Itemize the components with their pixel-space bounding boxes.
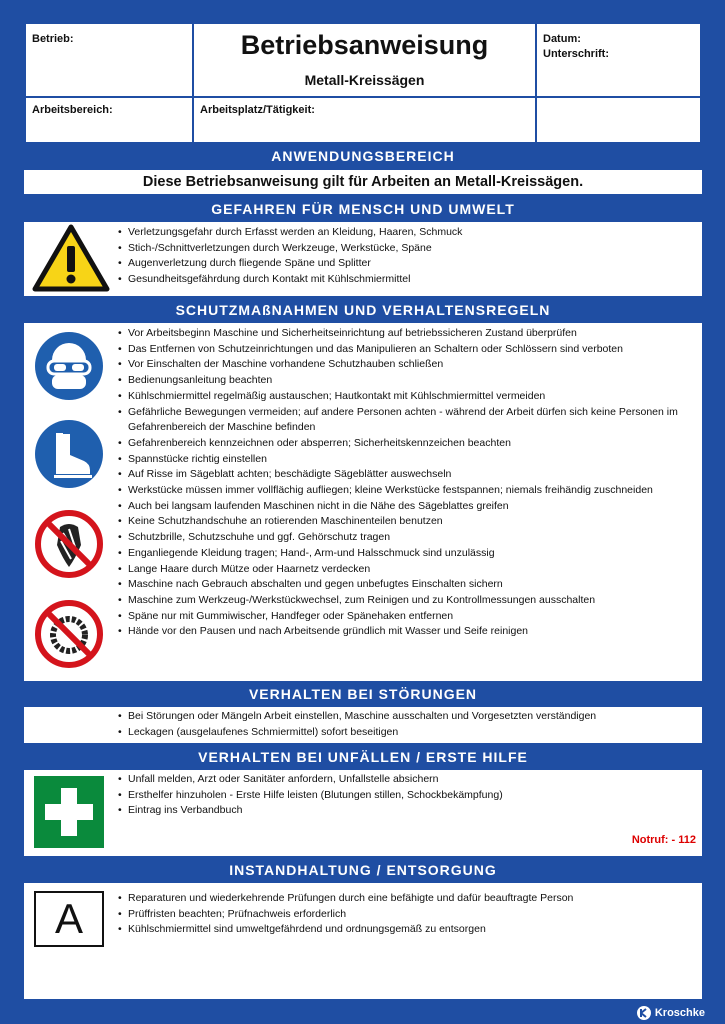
- section-title-anwendung: ANWENDUNGSBEREICH: [271, 148, 455, 164]
- brand-logo: [637, 1006, 705, 1020]
- list-item: • Kühlschmiermittel sind umweltgefährdend und ordnungsgemäß zu entsorgen: [118, 922, 573, 938]
- list-item: • Leckagen (ausgelaufenes Schmiermittel) sofort beseitigen: [118, 725, 596, 741]
- emergency-number: Notruf: - 112: [631, 834, 696, 846]
- list-item: • Lange Haare durch Mütze oder Haarnetz verdecken: [118, 562, 696, 578]
- schutz-list: [118, 326, 696, 640]
- unfaelle-box: [24, 770, 702, 856]
- stoerungen-list: [118, 709, 596, 740]
- no-jewelry-icon: [34, 599, 104, 669]
- arbeitsbereich-cell: [24, 96, 194, 144]
- section-title-unfaelle: VERHALTEN BEI UNFÄLLEN / ERSTE HILFE: [198, 749, 528, 765]
- list-item: • Auch bei langsam laufenden Maschinen nicht in die Nähe des Sägeblattes greifen: [118, 499, 696, 515]
- list-item: • Enganliegende Kleidung tragen; Hand-, Arm-und Halsschmuck sind unzulässig: [118, 546, 696, 562]
- list-item: • Auf Risse im Sägeblatt achten; beschädigte Sägeblätter auswechseln: [118, 467, 696, 483]
- list-item: • Eintrag ins Verbandbuch: [118, 803, 503, 819]
- list-item: • Hände vor den Pausen und nach Arbeitsende gründlich mit Wasser und Seife reinigen: [118, 624, 696, 640]
- list-item: • Keine Schutzhandschuhe an rotierenden Maschinenteilen benutzen: [118, 514, 696, 530]
- document-title: Betriebsanweisung: [240, 30, 489, 60]
- section-title-gefahren: GEFAHREN FÜR MENSCH UND UMWELT: [211, 201, 515, 217]
- list-item: • Reparaturen und wiederkehrende Prüfungen durch eine befähigte und dafür beauftragte Person: [118, 891, 573, 907]
- list-item: • Spannstücke richtig einstellen: [118, 452, 696, 468]
- empty-cell: [535, 96, 702, 144]
- list-item: • Gesundheitsgefährdung durch Kontakt mit Kühlschmiermittel: [118, 272, 462, 288]
- section-title-schutz: SCHUTZMAßNAHMEN UND VERHALTENSREGELN: [175, 302, 551, 318]
- section-title-instand: INSTANDHALTUNG / ENTSORGUNG: [229, 862, 497, 878]
- schutz-box: [24, 323, 702, 681]
- list-item: • Schutzbrille, Schutzschuhe und ggf. Gehörschutz tragen: [118, 530, 696, 546]
- gefahren-list: [118, 225, 462, 288]
- arbeitsbereich-label: Arbeitsbereich:: [32, 104, 113, 116]
- list-item: • Unfall melden, Arzt oder Sanitäter anfordern, Unfallstelle absichern: [118, 772, 503, 788]
- list-item: • Augenverletzung durch fliegende Späne und Splitter: [118, 256, 462, 272]
- stoerungen-box: [24, 707, 702, 743]
- list-item: • Bedienungsanleitung beachten: [118, 373, 696, 389]
- list-item: • Vor Arbeitsbeginn Maschine und Sicherheitseinrichtung auf betriebssicheren Zustand überprüfen: [118, 326, 696, 342]
- letter-a-icon: A: [34, 891, 104, 947]
- instand-box: [24, 883, 702, 999]
- anwendung-text: Diese Betriebsanweisung gilt für Arbeiten an Metall-Kreissägen.: [24, 170, 702, 194]
- unfaelle-list: [118, 772, 503, 819]
- list-item: • Ersthelfer hinzuholen - Erste Hilfe leisten (Blutungen stillen, Schockbekämpfung): [118, 788, 503, 804]
- betrieb-label: Betrieb:: [32, 33, 74, 45]
- list-item: • Werkstücke müssen immer vollflächig aufliegen; kleine Werkstücke festspannen; niemals freihändig zuschneiden: [118, 483, 696, 499]
- header-table: [24, 22, 702, 144]
- list-item: • Verletzungsgefahr durch Erfasst werden an Kleidung, Haaren, Schmuck: [118, 225, 462, 241]
- brand-name: Kroschke: [654, 1007, 705, 1019]
- brand-icon: [637, 1006, 651, 1020]
- list-item: • Stich-/Schnittverletzungen durch Werkzeuge, Werkstücke, Späne: [118, 241, 462, 257]
- first-aid-icon: [34, 776, 104, 848]
- list-item: • Bei Störungen oder Mängeln Arbeit einstellen, Maschine ausschalten und Vorgesetzten verständigen: [118, 709, 596, 725]
- arbeitsplatz-label: Arbeitsplatz/Tätigkeit:: [200, 104, 315, 116]
- gefahren-box: [24, 222, 702, 296]
- title-cell: [192, 22, 537, 98]
- betrieb-cell: [24, 22, 194, 98]
- list-item: • Prüffristen beachten; Prüfnachweis erforderlich: [118, 907, 573, 923]
- list-item: • Maschine nach Gebrauch abschalten und gegen unbefugtes Einschalten sichern: [118, 577, 696, 593]
- list-item: • Späne nur mit Gummiwischer, Handfeger oder Spänehaken entfernen: [118, 609, 696, 625]
- goggles-mandatory-icon: [34, 331, 104, 401]
- instand-list: [118, 891, 573, 938]
- document-subtitle: Metall-Kreissägen: [304, 72, 425, 88]
- list-item: • Das Entfernen von Schutzeinrichtungen und das Manipulieren an Schaltern oder Schlössern sind verboten: [118, 342, 696, 358]
- section-title-stoerungen: VERHALTEN BEI STÖRUNGEN: [248, 686, 478, 702]
- list-item: • Maschine zum Werkzeug-/Werkstückwechsel, zum Reinigen und zu Kontrollmessungen ausschalten: [118, 593, 696, 609]
- list-item: • Gefährliche Bewegungen vermeiden; auf andere Personen achten - während der Arbeit dürfen sich keine Personen im Gefahrenbereich der Maschine befinden: [118, 405, 696, 436]
- no-gloves-icon: [34, 509, 104, 579]
- list-item: • Gefahrenbereich kennzeichnen oder absperren; Sicherheitskennzeichen beachten: [118, 436, 696, 452]
- list-item: • Kühlschmiermittel regelmäßig austauschen; Hautkontakt mit Kühlschmiermittel vermeiden: [118, 389, 696, 405]
- safety-boots-icon: [34, 419, 104, 489]
- datum-cell: [535, 22, 702, 98]
- arbeitsplatz-cell: [192, 96, 537, 144]
- unterschrift-label: Unterschrift:: [543, 48, 610, 60]
- datum-label: Datum:: [543, 33, 581, 45]
- warning-icon: [32, 224, 110, 292]
- list-item: • Vor Einschalten der Maschine vorhandene Schutzhauben schließen: [118, 357, 696, 373]
